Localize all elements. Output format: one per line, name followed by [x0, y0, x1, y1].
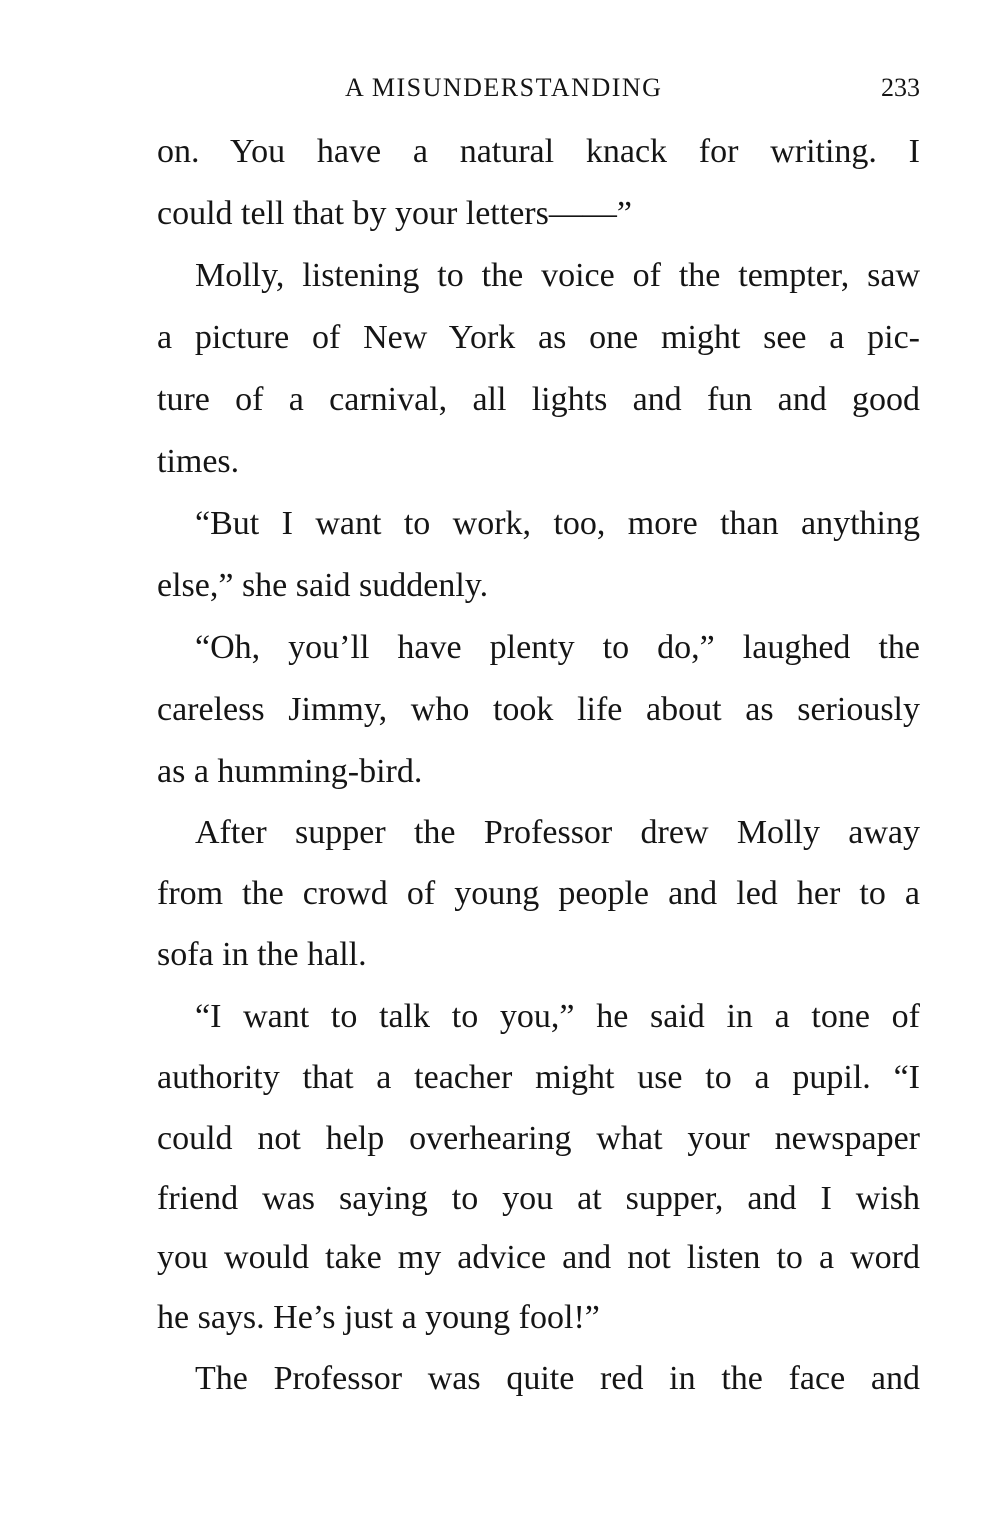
text-line: times. [157, 443, 240, 480]
text-line: a picture of New York as one might see a pic- [157, 319, 920, 356]
text-line: from the crowd of young people and led her to a [157, 875, 920, 912]
text-line: could tell that by your letters——” [157, 195, 632, 232]
paragraph-first-line: “Oh, you’ll have plenty to do,” laughed the [195, 629, 920, 666]
text-line: authority that a teacher might use to a pupil. “I [157, 1059, 920, 1096]
paragraph-first-line: Molly, listening to the voice of the tempter, saw [195, 257, 920, 294]
running-title: A MISUNDERSTANDING [345, 73, 663, 102]
text-line: else,” she said suddenly. [157, 567, 489, 604]
paragraph-first-line: “But I want to work, too, more than anything [195, 505, 920, 542]
text-line: as a humming-bird. [157, 753, 423, 790]
text-line: sofa in the hall. [157, 936, 367, 973]
text-line: you would take my advice and not listen to a word [157, 1239, 920, 1276]
text-line: could not help overhearing what your newspaper [157, 1120, 920, 1157]
paragraph-first-line: “I want to talk to you,” he said in a tone of [195, 998, 920, 1035]
text-line: friend was saying to you at supper, and I wish [157, 1180, 920, 1217]
running-head [155, 70, 920, 106]
text-line: ture of a carnival, all lights and fun and good [157, 381, 920, 418]
page-number: 233 [881, 73, 920, 102]
paragraph-first-line: The Professor was quite red in the face and [195, 1360, 920, 1397]
text-line: careless Jimmy, who took life about as seriously [157, 691, 920, 728]
text-line: he says. He’s just a young fool!” [157, 1299, 600, 1336]
paragraph-first-line: After supper the Professor drew Molly away [195, 814, 920, 851]
text-line: on. You have a natural knack for writing. I [157, 133, 920, 170]
